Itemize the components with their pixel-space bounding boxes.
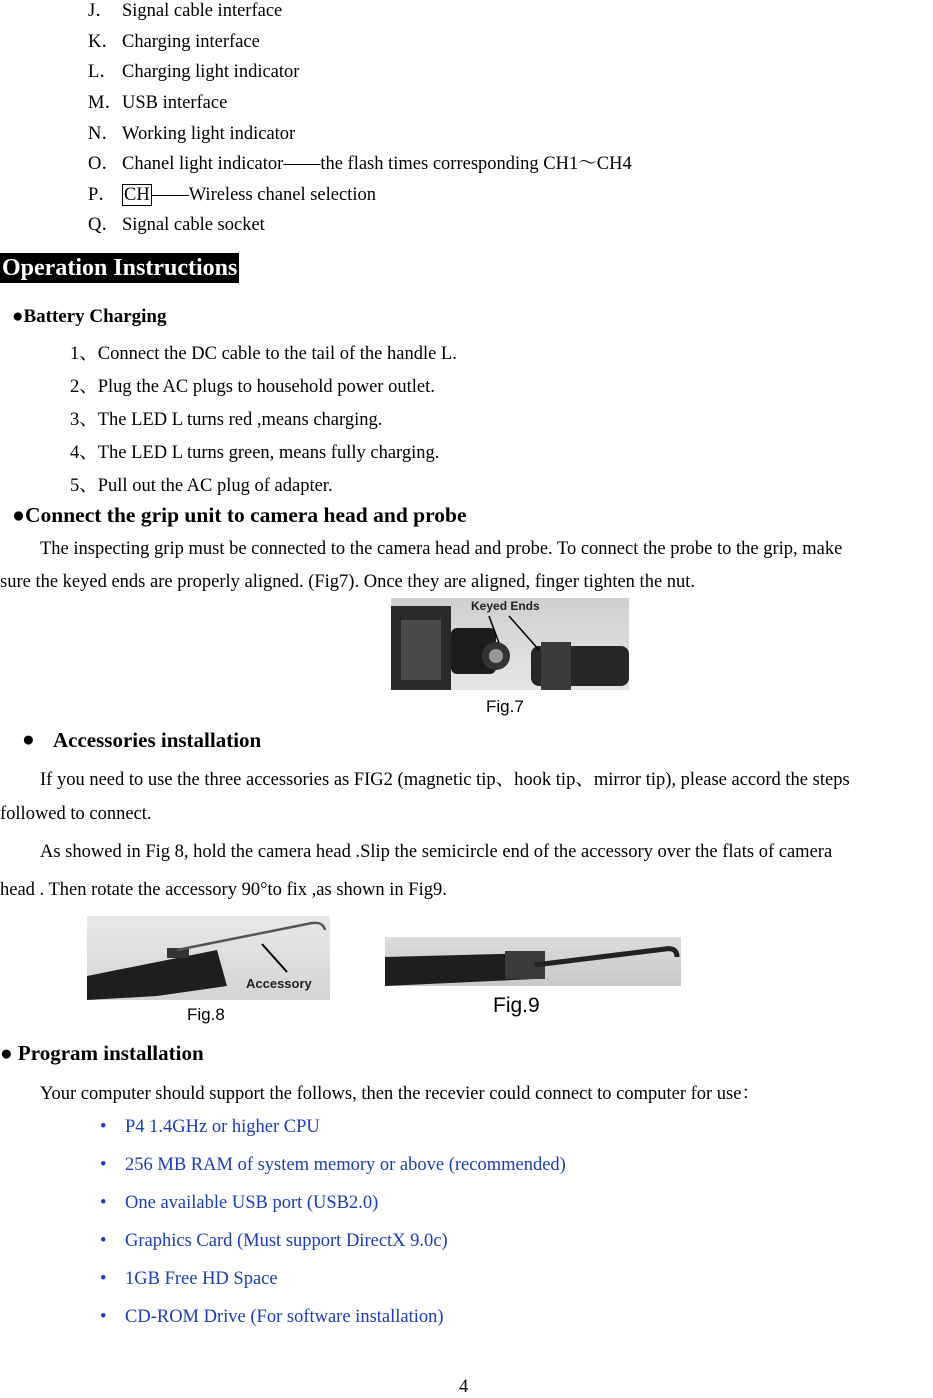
requirement-item: • Graphics Card (Must support DirectX 9.0c)	[100, 1231, 448, 1251]
battery-step: 4、The LED L turns green, means fully charging.	[70, 443, 440, 463]
accessories-paragraph-line: head . Then rotate the accessory 90°to fix ,as shown in Fig9.	[0, 880, 447, 900]
program-intro: Your computer should support the follows, then the recevier could connect to computer for use：	[40, 1084, 760, 1104]
battery-step: 1、Connect the DC cable to the tail of the handle L.	[70, 344, 457, 364]
grip-paragraph-line: The inspecting grip must be connected to the camera head and probe. To connect the probe to the grip, make	[40, 539, 843, 559]
legend-item-j: J． Signal cable interface	[88, 1, 283, 21]
keyed-ends-label: Keyed Ends	[471, 599, 540, 613]
fig8-photo	[87, 916, 330, 1000]
legend-item-k: K． Charging interface	[88, 32, 260, 52]
legend-item-n: N． Working light indicator	[88, 124, 296, 144]
legend-item-l: L． Charging light indicator	[88, 62, 300, 82]
requirement-item: • One available USB port (USB2.0)	[100, 1193, 379, 1213]
battery-step: 5、Pull out the AC plug of adapter.	[70, 476, 333, 496]
fig9-caption: Fig.9	[493, 994, 540, 1017]
accessories-paragraph-line: As showed in Fig 8, hold the camera head .Slip the semicircle end of the accessory over the flats of camera	[40, 842, 833, 862]
requirement-item: • 1GB Free HD Space	[100, 1269, 278, 1289]
accessories-bullet: ●	[22, 727, 35, 751]
grip-title: ●Connect the grip unit to camera head and probe	[12, 503, 467, 527]
rotated-accessory-illustration	[385, 937, 681, 986]
requirement-item: • P4 1.4GHz or higher CPU	[100, 1117, 320, 1137]
ch-boxed-label: CH	[124, 185, 150, 205]
grip-paragraph-line: sure the keyed ends are properly aligned. (Fig7). Once they are aligned, finger tighten the nut.	[0, 572, 696, 592]
battery-title: ●Battery Charging	[12, 306, 167, 327]
accessories-title: Accessories installation	[53, 728, 262, 752]
fig7-caption: Fig.7	[486, 697, 524, 716]
accessory-label: Accessory	[246, 976, 312, 991]
page-number: 4	[459, 1377, 469, 1397]
fig9-photo	[385, 937, 681, 986]
requirement-item: • CD-ROM Drive (For software installation)	[100, 1307, 444, 1327]
legend-item-p: P． CH ——Wireless chanel selection	[88, 185, 376, 205]
fig7-photo	[391, 598, 629, 690]
legend-item-q: Q． Signal cable socket	[88, 215, 265, 235]
requirement-item: • 256 MB RAM of system memory or above (recommended)	[100, 1155, 566, 1175]
program-title: ● Program installation	[0, 1041, 204, 1065]
legend-item-m: M．USB interface	[88, 93, 228, 113]
battery-step: 3、The LED L turns red ,means charging.	[70, 410, 383, 430]
accessories-paragraph-line: followed to connect.	[0, 804, 152, 824]
accessories-paragraph-line: If you need to use the three accessories as FIG2 (magnetic tip、hook tip、mirror tip), please accord the steps	[40, 770, 850, 790]
battery-step: 2、Plug the AC plugs to household power outlet.	[70, 377, 435, 397]
legend-item-o: O． Chanel light indicator——the flash times corresponding CH1～CH4	[88, 154, 632, 174]
section-title: Operation Instructions	[2, 255, 238, 281]
fig8-caption: Fig.8	[187, 1005, 225, 1024]
